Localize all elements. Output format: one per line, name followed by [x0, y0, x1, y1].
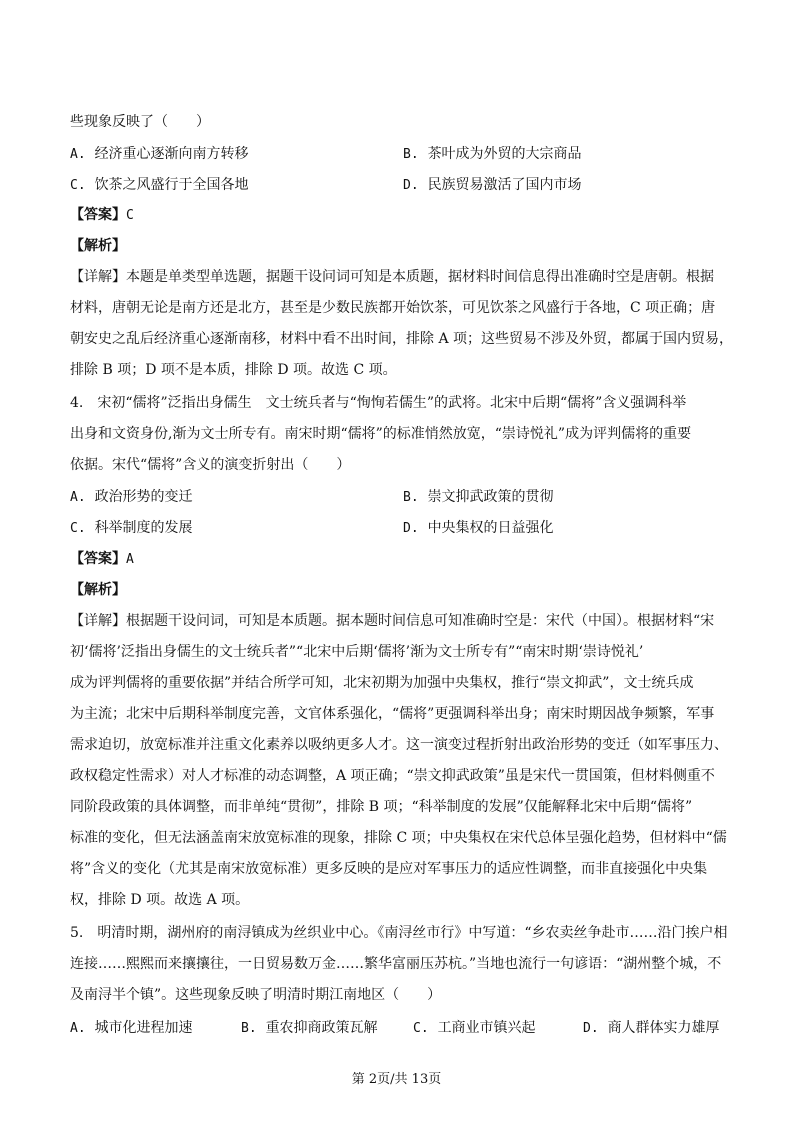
q3-detail-line: 朝安史之乱后经济重心逐渐南移，材料中看不出时间，排除 A 项；这些贸易不涉及外贸，都属于国内贸易， — [70, 331, 734, 347]
q4-detail-line: 需求迫切，放宽标准并注重文化素养以吸纳更多人才。这一演变过程折射出政治形势的变迁（如军事压力、 — [70, 737, 728, 753]
q4-stem-line: 依据。宋代“儒将”含义的演变折射出（ ） — [70, 457, 351, 473]
q3-option-d — [403, 175, 582, 196]
q5-stem-line: 连接……熙熙而来攘攘往，一日贸易数万金……繁华富丽压苏杭。”当地也流行一句谚语：“湖州整个城，不 — [70, 956, 722, 972]
option-letter: A. — [70, 147, 86, 162]
q4-option-c — [70, 518, 193, 539]
answer-value: A — [126, 552, 134, 567]
option-letter: D. — [403, 521, 419, 536]
option-letter: B. — [403, 147, 419, 162]
option-text: 政治形势的变迁 — [94, 489, 193, 505]
q4-option-a — [70, 487, 193, 508]
option-letter: A. — [70, 490, 86, 505]
option-text: 崇文抑武政策的贯彻 — [427, 489, 554, 505]
q5-stem-line: 及南浔半个镇”。这些现象反映了明清时期江南地区（ ） — [70, 987, 442, 1003]
option-letter: C. — [70, 521, 86, 536]
answer-tag: 【答案】 — [70, 207, 126, 223]
option-letter: B. — [241, 1021, 257, 1036]
q4-stem-line: 出身和文资身份,渐为文士所专有。南宋时期“儒将”的标准悄然放宽，“崇诗悦礼”成为评判儒将的重要 — [70, 426, 692, 442]
option-letter: A. — [70, 1021, 86, 1036]
q3-analysis-tag: 【解析】 — [70, 238, 126, 254]
option-text: 工商业市镇兴起 — [437, 1020, 536, 1036]
q4-detail-line: 【详解】根据题干设问词，可知是本质题。据本题时间信息可知准确时空是：宋代（中国）。根据材料“宋 — [70, 613, 715, 629]
option-text: 民族贸易激活了国内市场 — [427, 177, 582, 193]
q3-option-b — [403, 144, 582, 165]
q4-detail-line: 权，排除 D 项。故选 A 项。 — [70, 892, 250, 908]
q3-stem-tail: 些现象反映了（ ） — [70, 114, 210, 130]
q5-option-a — [70, 1018, 193, 1039]
q4-analysis-tag: 【解析】 — [70, 582, 126, 598]
option-letter: D. — [583, 1021, 599, 1036]
q4-detail-line: 同阶段政策的具体调整，而非单纯“贯彻”，排除 B 项；“科举制度的发展”仅能解释北宋中后期“儒将” — [70, 799, 693, 815]
q4-option-b — [403, 487, 554, 508]
q5-option-d — [583, 1018, 720, 1039]
q3-detail-line: 材料，唐朝无论是南方还是北方，甚至是少数民族都开始饮茶，可见饮茶之风盛行于各地，C 项正确；唐 — [70, 300, 716, 316]
option-text: 城市化进程加速 — [94, 1020, 193, 1036]
q4-stem-line: 4. 宋初“儒将”泛指出身儒生 文士统兵者与“恂恂若儒生”的武将。北宋中后期“儒将”含义强调科举 — [70, 395, 687, 411]
q4-detail-line: 初‘儒将’泛指出身儒生的文士统兵者”“北宋中后期‘儒将’渐为文士所专有”“南宋时期‘崇诗悦礼’ — [70, 644, 644, 660]
page-footer: 第 2页/共 13页 — [351, 1072, 442, 1087]
q4-detail-line: 将”含义的变化（尤其是南宋放宽标准）更多反映的是应对军事压力的适应性调整，而非直接强化中央集 — [70, 861, 708, 877]
option-letter: C. — [413, 1021, 429, 1036]
q5-option-b — [241, 1018, 378, 1039]
q5-stem-line: 5. 明清时期，湖州府的南浔镇成为丝织业中心。《南浔丝市行》中写道：“乡农卖丝争赴市……沿门挨户相 — [70, 925, 728, 941]
option-text: 茶叶成为外贸的大宗商品 — [427, 146, 582, 162]
q3-answer — [70, 205, 730, 226]
option-letter: C. — [70, 178, 86, 193]
q4-detail-line: 标准的变化，但无法涵盖南宋放宽标准的现象，排除 C 项；中央集权在宋代总体呈强化趋势，但材料中“儒 — [70, 830, 727, 846]
option-text: 饮茶之风盛行于全国各地 — [94, 177, 249, 193]
option-letter: B. — [403, 490, 419, 505]
q4-detail-line: 为主流；北宋中后期科举制度完善，文官体系强化，“儒将”更强调科举出身；南宋时期因战争频繁，军事 — [70, 706, 715, 722]
option-text: 商人群体实力雄厚 — [607, 1020, 720, 1036]
q4-answer — [70, 549, 730, 570]
q4-option-d — [403, 518, 554, 539]
q5-option-c — [413, 1018, 536, 1039]
q3-option-a — [70, 144, 249, 165]
q3-detail-line: 排除 B 项；D 项不是本质，排除 D 项。故选 C 项。 — [70, 362, 397, 378]
q4-detail-line: 政权稳定性需求）对人才标准的动态调整，A 项正确；“崇文抑武政策”虽是宋代一贯国策，但材料侧重不 — [70, 768, 715, 784]
option-text: 经济重心逐渐向南方转移 — [94, 146, 249, 162]
option-text: 重农抑商政策瓦解 — [265, 1020, 378, 1036]
option-text: 科举制度的发展 — [94, 520, 193, 536]
option-letter: D. — [403, 178, 419, 193]
answer-value: C — [126, 208, 134, 223]
answer-tag: 【答案】 — [70, 551, 126, 567]
q3-detail-line: 【详解】本题是单类型单选题，据题干设问词可知是本质题，据材料时间信息得出准确时空是唐朝。根据 — [70, 269, 714, 285]
q3-option-c — [70, 175, 249, 196]
option-text: 中央集权的日益强化 — [427, 520, 554, 536]
q4-detail-line: 成为评判儒将的重要依据”并结合所学可知，北宋初期为加强中央集权，推行“崇文抑武”，文士统兵成 — [70, 675, 694, 691]
